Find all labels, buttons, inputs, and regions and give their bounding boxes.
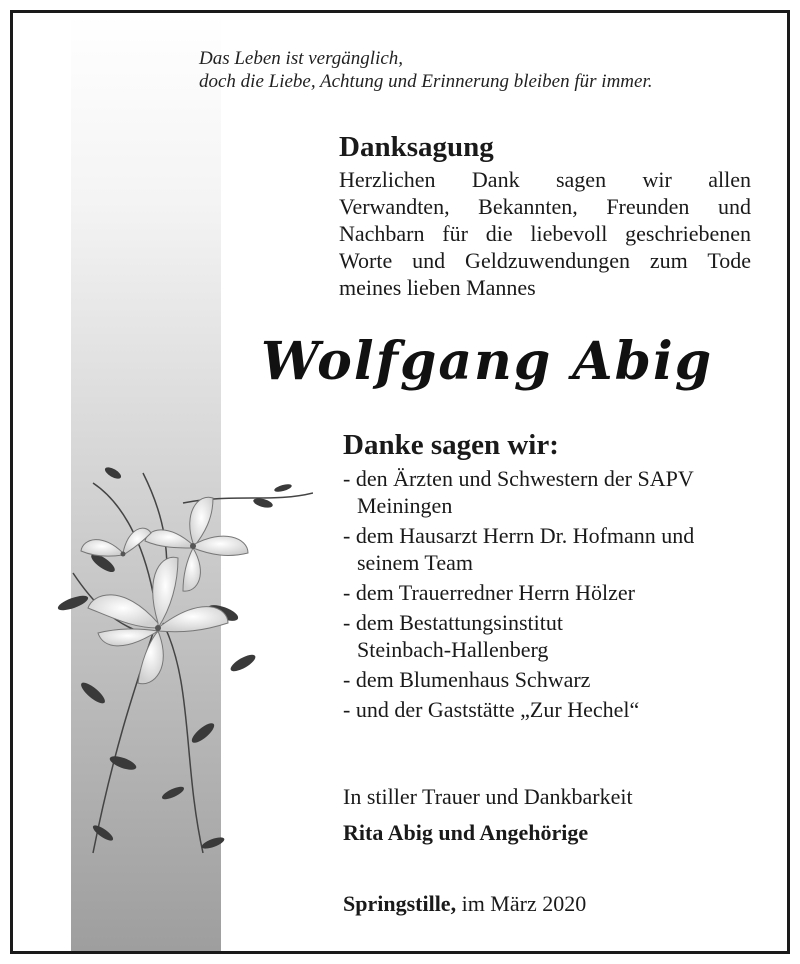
list-item [343,666,763,693]
list-item-line: - dem Bestattungsinstitut [343,610,563,635]
list-item [343,609,763,663]
notice-frame [10,10,790,954]
thanks-line: Herzlichen Dank sagen wir allen [339,167,751,192]
list-item-line: - dem Trauerredner Herrn Hölzer [343,580,635,605]
motto [199,47,652,93]
lily-bouquet-icon [33,433,313,913]
thanks-line: Nachbarn für die liebevoll geschriebenen [339,221,751,246]
closing-line: In stiller Trauer und Dankbarkeit [343,784,633,809]
thanks-line: Verwandten, Bekannten, Freunden und [339,194,751,219]
heading-danksagung: Danksagung [339,131,494,163]
list-item-line: - den Ärzten und Schwestern der SAPV [343,466,694,491]
list-item-line: Meiningen [357,493,453,518]
deceased-name: Wolfgang Abig [261,331,714,392]
thanks-line: Worte und Geldzuwendungen zum Tode [339,248,751,273]
list-item-line: - und der Gaststätte „Zur Hechel“ [343,697,640,722]
danke-title: Danke sagen wir: [343,429,559,461]
signer: Rita Abig und Angehörige [343,820,589,845]
thanks-text [339,166,751,301]
place: Springstille, [343,891,457,916]
list-item-line: seinem Team [357,550,473,575]
list-item [343,465,763,519]
list-item [343,522,763,576]
list-item-line: - dem Blumenhaus Schwarz [343,667,591,692]
list-item [343,579,763,606]
place-date [343,890,586,917]
list-item-line: - dem Hausarzt Herrn Dr. Hofmann und [343,523,695,548]
motto-line-2: doch die Liebe, Achtung und Erinnerung bleiben für immer. [199,71,653,92]
list-item [343,696,763,723]
motto-line-1: Das Leben ist vergänglich, [199,48,404,69]
date: im März 2020 [461,891,587,916]
thanks-line: meines lieben Mannes [339,275,536,300]
thanks-list [343,465,763,726]
list-item-line: Steinbach-Hallenberg [357,637,549,662]
